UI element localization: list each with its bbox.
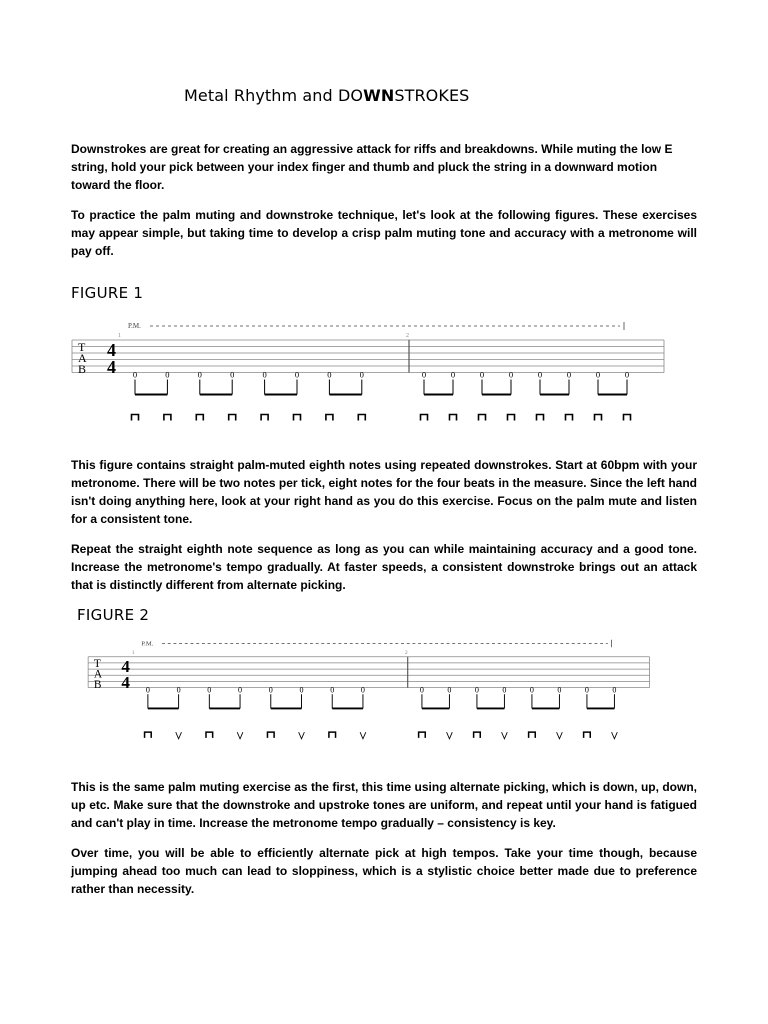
downstroke-symbol	[474, 732, 481, 738]
downstroke-symbol	[229, 415, 236, 421]
fret-number: 0	[176, 685, 181, 695]
upstroke-symbol	[299, 732, 305, 739]
measure-number: 2	[406, 333, 409, 339]
fret-number: 0	[359, 369, 364, 380]
fret-number: 0	[132, 369, 138, 380]
downstroke-symbol	[595, 415, 602, 421]
time-signature-bottom: 4	[121, 673, 130, 693]
fret-number: 0	[145, 685, 150, 695]
downstroke-symbol	[419, 732, 426, 738]
downstroke-symbol	[624, 415, 631, 421]
measure-number: 1	[118, 333, 121, 339]
figure-1-paragraph-1: This figure contains straight palm-muted eighth notes using repeated downstrokes. Start at 60bpm with your metronome. There will be two notes per tick, eight notes for the four beats in the measure. Since the left hand isn't doing anything here, look at your right hand as you do this exercise. Focus on the palm mute and listen for a consistent tone.	[71, 458, 697, 526]
figure-2-paragraph-2: Over time, you will be able to efficiently alternate pick at high tempos. Take your time though, because jumping ahead too much can lead to sloppiness, which is a stylistic choice better made due to preference rather than necessity.	[71, 846, 697, 896]
fret-number: 0	[584, 685, 589, 695]
fret-number: 0	[447, 685, 452, 695]
upstroke-symbol	[176, 732, 182, 739]
measure-number: 1	[131, 649, 135, 656]
fret-number: 0	[566, 369, 572, 380]
fret-number: 0	[557, 685, 562, 695]
downstroke-symbol	[584, 732, 591, 738]
downstroke-symbol	[267, 732, 274, 738]
upstroke-symbol	[557, 732, 563, 739]
fret-number: 0	[268, 685, 273, 695]
tab-clef-letter: A	[78, 351, 87, 365]
fret-number: 0	[479, 369, 485, 380]
figure-1-label: FIGURE 1	[71, 284, 144, 302]
downstroke-symbol	[529, 732, 536, 738]
downstroke-symbol	[479, 415, 486, 421]
tab-clef-letter: T	[78, 340, 86, 354]
downstroke-symbol	[294, 415, 301, 421]
time-signature-top: 4	[107, 340, 116, 360]
figure-2-label: FIGURE 2	[77, 606, 150, 624]
fret-number: 0	[419, 685, 424, 695]
downstroke-symbol	[450, 415, 457, 421]
fret-number: 0	[197, 369, 202, 380]
fret-number: 0	[327, 369, 332, 380]
intro-paragraph-1: Downstrokes are great for creating an aggressive attack for riffs and breakdowns. While muting the low E string, hold your pick between your index finger and thumb and pluck the string in a downward motion toward the floor.	[71, 142, 673, 192]
figure-2-paragraph-1: This is the same palm muting exercise as the first, this time using alternate picking, which is down, up, down, up etc. Make sure that the downstroke and upstroke tones are uniform, and repeat until your hand is fatigued and can't play in time. Increase the metronome tempo gradually – consistency is key.	[71, 780, 697, 830]
fret-number: 0	[165, 369, 170, 380]
fret-number: 0	[450, 369, 456, 380]
document-title: Metal Rhythm and DOWNSTROKES	[184, 86, 470, 105]
fret-number: 0	[421, 369, 427, 380]
downstroke-symbol	[145, 732, 152, 738]
upstroke-symbol	[502, 732, 508, 739]
fret-number: 0	[360, 685, 365, 695]
fret-number: 0	[474, 685, 479, 695]
fret-number: 0	[529, 685, 534, 695]
fret-number: 0	[294, 369, 300, 380]
downstroke-symbol	[421, 415, 428, 421]
downstroke-symbol	[358, 415, 365, 421]
upstroke-symbol	[612, 732, 618, 739]
fret-number: 0	[502, 685, 507, 695]
fret-number: 0	[537, 369, 543, 380]
fret-number: 0	[207, 685, 212, 695]
figure-2-tablature	[0, 634, 768, 744]
downstroke-symbol	[329, 732, 336, 738]
downstroke-symbol	[261, 415, 268, 421]
tab-clef-letter: B	[93, 679, 102, 692]
downstroke-symbol	[326, 415, 333, 421]
fret-number: 0	[612, 685, 617, 695]
downstroke-symbol	[132, 415, 139, 421]
measure-number: 2	[404, 649, 408, 656]
fret-number: 0	[299, 685, 304, 695]
downstroke-symbol	[206, 732, 213, 738]
downstroke-symbol	[537, 415, 544, 421]
upstroke-symbol	[447, 732, 453, 739]
tab-clef-letter: B	[78, 362, 87, 376]
fret-number: 0	[624, 369, 630, 380]
upstroke-symbol	[237, 732, 243, 739]
time-signature-bottom: 4	[107, 357, 116, 377]
fret-number: 0	[230, 369, 235, 380]
upstroke-symbol	[360, 732, 366, 739]
figure-1-tablature	[0, 316, 768, 426]
fret-number: 0	[330, 685, 335, 695]
tab-clef-letter: A	[93, 668, 103, 681]
downstroke-symbol	[196, 415, 203, 421]
time-signature-top: 4	[121, 656, 130, 676]
tab-clef-letter: T	[93, 658, 101, 671]
downstroke-symbol	[508, 415, 515, 421]
fret-number: 0	[238, 685, 243, 695]
figure-1-paragraph-2: Repeat the straight eighth note sequence as long as you can while maintaining accuracy and a good tone. Increase the metronome's tempo gradually. At faster speeds, a consistent downstroke brings out an attack that is distinctly different from alternate picking.	[71, 542, 697, 592]
palm-mute-label: P.M.	[128, 322, 141, 330]
fret-number: 0	[508, 369, 514, 380]
intro-paragraph-2: To practice the palm muting and downstroke technique, let's look at the following figures. These exercises may appear simple, but taking time to develop a crisp palm muting tone and accuracy with a metronome will pay off.	[71, 208, 697, 258]
downstroke-symbol	[566, 415, 573, 421]
fret-number: 0	[262, 369, 267, 380]
fret-number: 0	[595, 369, 601, 380]
downstroke-symbol	[164, 415, 171, 421]
palm-mute-label: P.M.	[141, 640, 154, 648]
